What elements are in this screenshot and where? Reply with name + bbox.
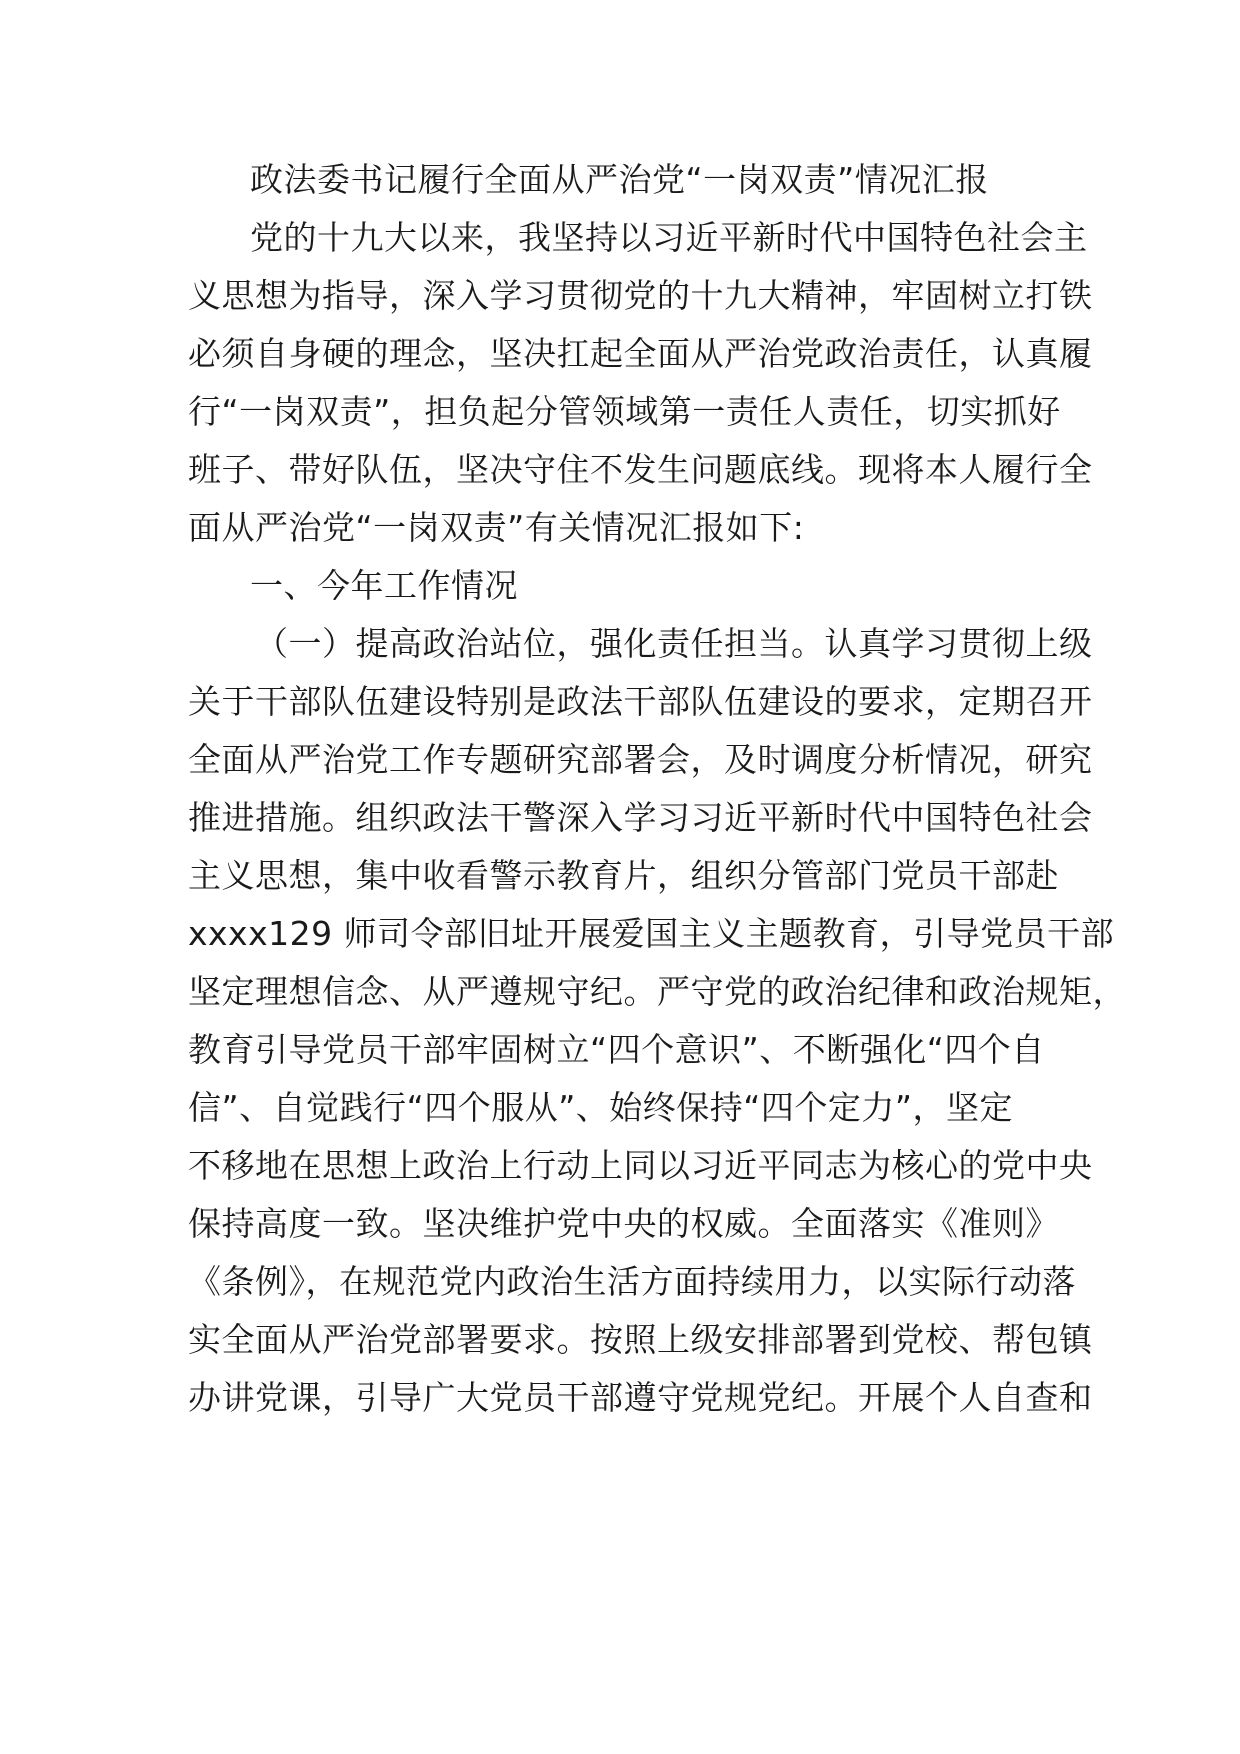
document-title: 政法委书记履行全面从严治党“一岗双责”情况汇报 xyxy=(250,160,989,199)
paragraph-line: 行“一岗双责”，担负起分管领域第一责任人责任，切实抓好 xyxy=(188,392,1061,431)
paragraph-line: 坚定理想信念、从严遵规守纪。严守党的政治纪律和政治规矩， xyxy=(188,972,1126,1011)
paragraph-line: 党的十九大以来，我坚持以习近平新时代中国特色社会主 xyxy=(250,218,1088,257)
paragraph-line: xxxx129 师司令部旧址开展爱国主义主题教育，引导党员干部 xyxy=(188,914,1115,953)
paragraph-line: 实全面从严治党部署要求。按照上级安排部署到党校、帮包镇 xyxy=(188,1320,1093,1359)
paragraph-line: 必须自身硬的理念，坚决扛起全面从严治党政治责任，认真履 xyxy=(188,334,1093,373)
paragraph-line: 义思想为指导，深入学习贯彻党的十九大精神，牢固树立打铁 xyxy=(188,276,1093,315)
paragraph-line: 面从严治党“一岗双责”有关情况汇报如下: xyxy=(188,508,805,547)
paragraph-line: 班子、带好队伍，坚决守住不发生问题底线。现将本人履行全 xyxy=(188,450,1093,489)
paragraph-line: 关于干部队伍建设特别是政法干部队伍建设的要求，定期召开 xyxy=(188,682,1093,721)
paragraph-line: 信”、自觉践行“四个服从”、始终保持“四个定力”，坚定 xyxy=(188,1088,1013,1127)
paragraph-line: 全面从严治党工作专题研究部署会，及时调度分析情况，研究 xyxy=(188,740,1093,779)
paragraph-line: 保持高度一致。坚决维护党中央的权威。全面落实《准则》 xyxy=(188,1204,1059,1243)
paragraph-line: 主义思想，集中收看警示教育片，组织分管部门党员干部赴 xyxy=(188,856,1059,895)
paragraph-line: 办讲党课，引导广大党员干部遵守党规党纪。开展个人自查和 xyxy=(188,1378,1093,1417)
section-heading: 一、今年工作情况 xyxy=(250,566,518,605)
paragraph-line: 推进措施。组织政法干警深入学习习近平新时代中国特色社会 xyxy=(188,798,1093,837)
paragraph-line: 教育引导党员干部牢固树立“四个意识”、不断强化“四个自 xyxy=(188,1030,1045,1069)
paragraph-line: 《条例》，在规范党内政治生活方面持续用力，以实际行动落 xyxy=(188,1262,1076,1301)
paragraph-line: 不移地在思想上政治上行动上同以习近平同志为核心的党中央 xyxy=(188,1146,1093,1185)
paragraph-line: （一）提高政治站位，强化责任担当。认真学习贯彻上级 xyxy=(255,624,1093,663)
